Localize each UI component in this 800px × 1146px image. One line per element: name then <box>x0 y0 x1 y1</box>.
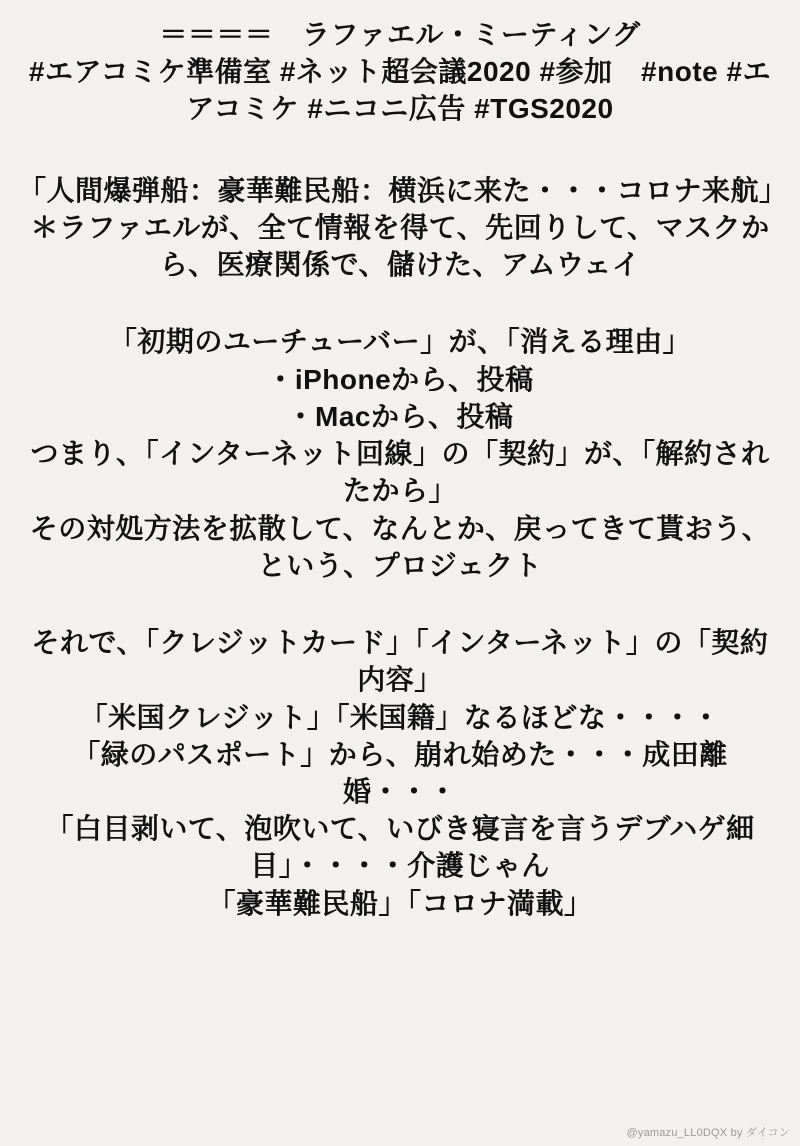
section-2-line-4: つまり、「インターネット回線」の「契約」が、「解約されたから」 <box>30 438 770 507</box>
section-2-line-5: その対処方法を拡散して、なんとか、戻ってきて貰おう、という、プロジェクト <box>29 512 771 581</box>
section-3-line-1: それで、「クレジットカード」「インターネット」の「契約内容」 <box>31 627 769 696</box>
section-1-line-2: ＊ラファエルが、全て情報を得て、先回りして、マスクから、医療関係で、儲けた、アムウェイ <box>30 211 770 281</box>
section-2-line-1: 「初期のユーチューバー」が、「消える理由」 <box>108 326 692 358</box>
document-header <box>18 16 782 128</box>
section-1-line-1: 「人間爆弾船：豪華難民船：横浜に来た・・・コロナ来航」 <box>18 174 788 206</box>
section-3-line-4: 「白目剥いて、泡吹いて、いびき寝言を言うデブハゲ細目」・・・・介護じゃん <box>45 813 755 882</box>
section-2-line-2: ・iPhoneから、投稿 <box>266 363 534 395</box>
section-1 <box>18 172 788 284</box>
watermark: @yamazu_LL0DQX by ダイコン <box>626 1127 790 1139</box>
header-line-2: #エアコミケ準備室 #ネット超会議2020 #参加 #note #エアコミケ #ニコニ広告 #TGS2020 <box>28 56 772 125</box>
section-3-line-5: 「豪華難民船」「コロナ満載」 <box>207 887 593 919</box>
section-2-line-3: ・Macから、投稿 <box>286 400 514 432</box>
spacer-3 <box>18 584 782 624</box>
section-3-line-2: 「米国クレジット」「米国籍」なるほどな・・・・ <box>79 701 721 733</box>
section-3-line-3: 「緑のパスポート」から、崩れ始めた・・・成田離婚・・・ <box>72 738 728 807</box>
spacer-2 <box>18 283 782 323</box>
spacer-1 <box>18 128 782 172</box>
section-2 <box>18 323 782 584</box>
header-line-1: ＝＝＝＝ ラファエル・ミーティング <box>159 19 641 50</box>
section-3 <box>18 624 782 922</box>
